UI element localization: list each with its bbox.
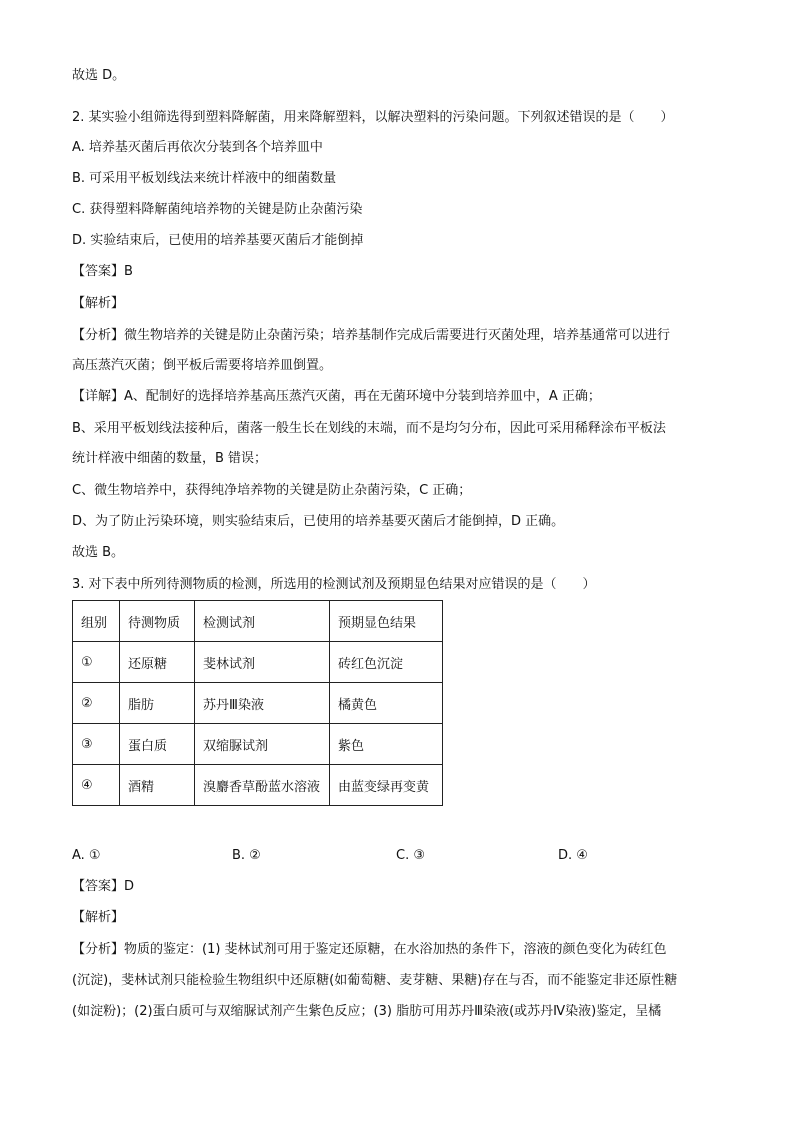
- table-cell: 还原糖: [120, 642, 195, 683]
- q3-stem: 3. 对下表中所列待测物质的检测，所选用的检测试剂及预期显色结果对应错误的是（ ）: [72, 577, 596, 592]
- table-cell: 蛋白质: [120, 724, 195, 765]
- q2-option-d: D. 实验结束后，已使用的培养基要灭菌后才能倒掉: [72, 233, 364, 248]
- table-row: [73, 724, 443, 765]
- q2-option-b: B. 可采用平板划线法来统计样液中的细菌数量: [72, 171, 337, 186]
- q3-analysis-line-2: (沉淀)，斐林试剂只能检验生物组织中还原糖(如葡萄糖、麦芽糖、果糖)存在与否，而不能鉴定非还原性糖: [72, 973, 678, 988]
- q2-detail-line-5: D、为了防止污染环境，则实验结束后，已使用的培养基要灭菌后才能倒掉，D 正确。: [72, 514, 565, 529]
- q2-detail-line-4: C、微生物培养中，获得纯净培养物的关键是防止杂菌污染，C 正确；: [72, 483, 472, 498]
- q2-detail-line-2: B、采用平板划线法接种后，菌落一般生长在划线的末端，而不是均匀分布，因此可采用稀释涂布平板法: [72, 421, 666, 436]
- table-header-cell: 检测试剂: [195, 601, 330, 642]
- q2-option-a: A. 培养基灭菌后再依次分装到各个培养皿中: [72, 140, 323, 155]
- q3-option-a: A. ①: [72, 848, 101, 863]
- q3-option-b: B. ②: [232, 848, 261, 863]
- reagent-table: [72, 600, 443, 806]
- q3-analysis-line-1: 【分析】物质的鉴定：(1) 斐林试剂可用于鉴定还原糖，在水浴加热的条件下，溶液的颜色变化为砖红色: [72, 942, 667, 957]
- table-header-row: [73, 601, 443, 642]
- q2-detail-line-1: 【详解】A、配制好的选择培养基高压蒸汽灭菌，再在无菌环境中分装到培养皿中，A 正确；: [72, 389, 601, 404]
- table-cell: 脂肪: [120, 683, 195, 724]
- table-cell: ④: [73, 765, 120, 806]
- q3-option-c: C. ③: [396, 848, 425, 863]
- table-cell: 双缩脲试剂: [195, 724, 330, 765]
- table-cell: 由蓝变绿再变黄: [330, 765, 443, 806]
- q2-detail-line-3: 统计样液中细菌的数量，B 错误；: [72, 451, 268, 466]
- prev-conclusion: 故选 D。: [72, 68, 126, 83]
- table-header-cell: 预期显色结果: [330, 601, 443, 642]
- table-row: [73, 765, 443, 806]
- q2-stem: 2. 某实验小组筛选得到塑料降解菌，用来降解塑料，以解决塑料的污染问题。下列叙述错误的是（ ）: [72, 110, 674, 125]
- q3-answer: 【答案】D: [72, 879, 135, 894]
- q2-conclusion: 故选 B。: [72, 545, 125, 560]
- table-row: [73, 683, 443, 724]
- table-cell: ③: [73, 724, 120, 765]
- q2-analysis-label: 【解析】: [72, 296, 125, 311]
- table-cell: ②: [73, 683, 120, 724]
- table-cell: 溴麝香草酚蓝水溶液: [195, 765, 330, 806]
- q2-analysis-line-2: 高压蒸汽灭菌；倒平板后需要将培养皿倒置。: [72, 358, 333, 373]
- q3-analysis-label: 【解析】: [72, 910, 125, 925]
- q2-analysis-line-1: 【分析】微生物培养的关键是防止杂菌污染；培养基制作完成后需要进行灭菌处理，培养基通常可以进行: [72, 328, 671, 343]
- table-cell: 酒精: [120, 765, 195, 806]
- table-cell: 紫色: [330, 724, 443, 765]
- table-cell: 苏丹Ⅲ染液: [195, 683, 330, 724]
- table-row: [73, 642, 443, 683]
- q3-analysis-line-3: (如淀粉)；(2)蛋白质可与双缩脲试剂产生紫色反应；(3) 脂肪可用苏丹Ⅲ染液(或苏丹Ⅳ染液)鉴定，呈橘: [72, 1004, 662, 1019]
- q2-answer: 【答案】B: [72, 264, 133, 279]
- table-cell: 橘黄色: [330, 683, 443, 724]
- table-header-cell: 组别: [73, 601, 120, 642]
- table-cell: 砖红色沉淀: [330, 642, 443, 683]
- table-cell: ①: [73, 642, 120, 683]
- q2-option-c: C. 获得塑料降解菌纯培养物的关键是防止杂菌污染: [72, 202, 363, 217]
- table-cell: 斐林试剂: [195, 642, 330, 683]
- q3-option-d: D. ④: [558, 848, 588, 863]
- table-header-cell: 待测物质: [120, 601, 195, 642]
